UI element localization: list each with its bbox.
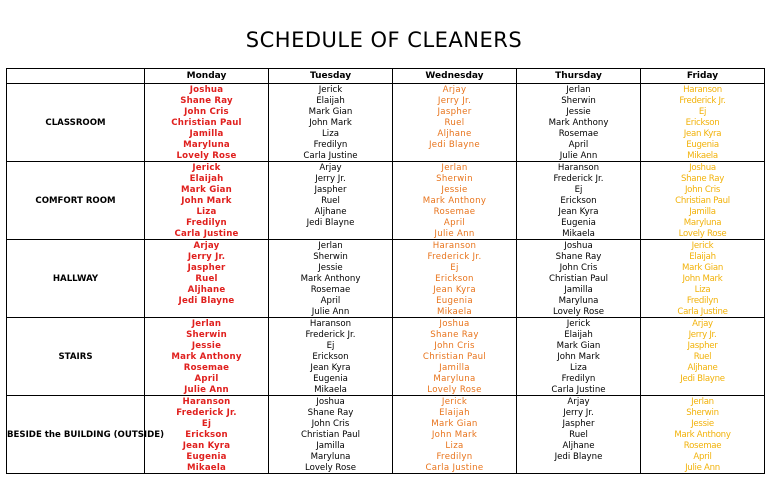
schedule-body — [7, 84, 765, 474]
cell-monday: Aljhane — [145, 284, 269, 295]
cell-thursday: John Cris — [517, 262, 641, 273]
cell-monday: Julie Ann — [145, 384, 269, 396]
cell-friday: John Cris — [641, 184, 765, 195]
cell-monday: Jamilla — [145, 128, 269, 139]
cell-thursday: Maryluna — [517, 295, 641, 306]
cell-monday: Jedi Blayne — [145, 295, 269, 306]
area-label: STAIRS — [7, 318, 145, 396]
cell-wednesday: Christian Paul — [393, 351, 517, 362]
cell-wednesday: John Cris — [393, 340, 517, 351]
cell-thursday: Jamilla — [517, 284, 641, 295]
cell-wednesday: Ruel — [393, 117, 517, 128]
cell-monday: Sherwin — [145, 329, 269, 340]
cell-friday: Jerlan — [641, 396, 765, 408]
cell-wednesday: Elaijah — [393, 407, 517, 418]
cell-thursday: Frederick Jr. — [517, 173, 641, 184]
cell-thursday: Rosemae — [517, 128, 641, 139]
cell-tuesday: Joshua — [269, 396, 393, 408]
table-row — [7, 240, 765, 252]
cell-tuesday: Haranson — [269, 318, 393, 330]
cell-thursday: Julie Ann — [517, 150, 641, 162]
header-friday: Friday — [641, 69, 765, 84]
cell-thursday: Lovely Rose — [517, 306, 641, 318]
cell-thursday: Jean Kyra — [517, 206, 641, 217]
cell-wednesday: Jerry Jr. — [393, 95, 517, 106]
cell-friday: Maryluna — [641, 217, 765, 228]
cell-friday: Jean Kyra — [641, 128, 765, 139]
cell-friday: Haranson — [641, 84, 765, 96]
cell-friday: Jedi Blayne — [641, 373, 765, 384]
cell-monday: Jaspher — [145, 262, 269, 273]
cell-thursday: Jerick — [517, 318, 641, 330]
cell-friday: Joshua — [641, 162, 765, 174]
cell-monday: Frederick Jr. — [145, 407, 269, 418]
cell-tuesday: Frederick Jr. — [269, 329, 393, 340]
cell-wednesday: Jedi Blayne — [393, 139, 517, 150]
cell-thursday: Sherwin — [517, 95, 641, 106]
cell-tuesday: Carla Justine — [269, 150, 393, 162]
cell-tuesday: Maryluna — [269, 451, 393, 462]
table-row — [7, 396, 765, 408]
cell-wednesday: Liza — [393, 440, 517, 451]
cell-wednesday: Jaspher — [393, 106, 517, 117]
cell-tuesday: Ruel — [269, 195, 393, 206]
cell-monday: Shane Ray — [145, 95, 269, 106]
cell-thursday: Fredilyn — [517, 373, 641, 384]
cell-monday: Jessie — [145, 340, 269, 351]
header-wednesday: Wednesday — [393, 69, 517, 84]
cell-friday: Liza — [641, 284, 765, 295]
cell-wednesday: Arjay — [393, 84, 517, 96]
cell-tuesday: Erickson — [269, 351, 393, 362]
cell-thursday: Jessie — [517, 106, 641, 117]
cell-wednesday: April — [393, 217, 517, 228]
cell-tuesday: Aljhane — [269, 206, 393, 217]
cell-wednesday: Shane Ray — [393, 329, 517, 340]
cell-tuesday: Christian Paul — [269, 429, 393, 440]
cell-thursday: Christian Paul — [517, 273, 641, 284]
cell-thursday: Shane Ray — [517, 251, 641, 262]
cell-tuesday: April — [269, 295, 393, 306]
cell-tuesday: Jerick — [269, 84, 393, 96]
cell-monday: John Mark — [145, 195, 269, 206]
cell-friday: Elaijah — [641, 251, 765, 262]
cell-wednesday: Aljhane — [393, 128, 517, 139]
cell-monday: Mark Anthony — [145, 351, 269, 362]
cell-thursday: Mark Anthony — [517, 117, 641, 128]
cell-monday: Christian Paul — [145, 117, 269, 128]
cell-monday: Mikaela — [145, 462, 269, 474]
cell-wednesday: Maryluna — [393, 373, 517, 384]
cell-thursday: Erickson — [517, 195, 641, 206]
cell-monday — [145, 306, 269, 318]
cell-friday: Lovely Rose — [641, 228, 765, 240]
cell-friday: Ej — [641, 106, 765, 117]
cell-wednesday: Jessie — [393, 184, 517, 195]
cell-thursday: Jerlan — [517, 84, 641, 96]
cell-tuesday — [269, 228, 393, 240]
cell-monday: Rosemae — [145, 362, 269, 373]
cell-monday: Carla Justine — [145, 228, 269, 240]
cell-thursday: Jerry Jr. — [517, 407, 641, 418]
cell-friday: Jerry Jr. — [641, 329, 765, 340]
cell-wednesday: Carla Justine — [393, 462, 517, 474]
table-row — [7, 318, 765, 330]
cell-monday: April — [145, 373, 269, 384]
cell-thursday: April — [517, 139, 641, 150]
cell-monday: Ruel — [145, 273, 269, 284]
cell-tuesday: Shane Ray — [269, 407, 393, 418]
cell-monday: Liza — [145, 206, 269, 217]
header-row — [7, 69, 765, 84]
cell-wednesday: Jerick — [393, 396, 517, 408]
cell-tuesday: Mikaela — [269, 384, 393, 396]
header-tuesday: Tuesday — [269, 69, 393, 84]
cell-monday: Elaijah — [145, 173, 269, 184]
cell-tuesday: Jerry Jr. — [269, 173, 393, 184]
cell-wednesday: Mark Gian — [393, 418, 517, 429]
schedule-table — [6, 68, 765, 474]
cell-friday: April — [641, 451, 765, 462]
cell-tuesday: Jamilla — [269, 440, 393, 451]
cell-thursday: Jedi Blayne — [517, 451, 641, 462]
table-row — [7, 162, 765, 174]
cell-monday: Fredilyn — [145, 217, 269, 228]
cell-thursday: Haranson — [517, 162, 641, 174]
cell-friday: Christian Paul — [641, 195, 765, 206]
cell-friday: Aljhane — [641, 362, 765, 373]
cell-thursday: Mark Gian — [517, 340, 641, 351]
cell-monday: Jean Kyra — [145, 440, 269, 451]
cell-friday — [641, 384, 765, 396]
cell-tuesday: Arjay — [269, 162, 393, 174]
cell-tuesday: Sherwin — [269, 251, 393, 262]
area-label: BESIDE the BUILDING (OUTSIDE) — [7, 396, 145, 474]
cell-tuesday: Jedi Blayne — [269, 217, 393, 228]
cell-monday: Eugenia — [145, 451, 269, 462]
cell-wednesday: Julie Ann — [393, 228, 517, 240]
cell-wednesday: Frederick Jr. — [393, 251, 517, 262]
header-monday: Monday — [145, 69, 269, 84]
cell-friday: Ruel — [641, 351, 765, 362]
cell-thursday: Mikaela — [517, 228, 641, 240]
cell-wednesday: Fredilyn — [393, 451, 517, 462]
cell-monday: Jerry Jr. — [145, 251, 269, 262]
cell-wednesday: Mark Anthony — [393, 195, 517, 206]
cell-monday: John Cris — [145, 106, 269, 117]
cell-wednesday: Jamilla — [393, 362, 517, 373]
cell-tuesday: John Mark — [269, 117, 393, 128]
cell-tuesday: Jerlan — [269, 240, 393, 252]
cell-wednesday: Rosemae — [393, 206, 517, 217]
cell-monday: Lovely Rose — [145, 150, 269, 162]
cell-tuesday: Fredilyn — [269, 139, 393, 150]
cell-friday: Julie Ann — [641, 462, 765, 474]
cell-friday: Mark Anthony — [641, 429, 765, 440]
cell-tuesday: John Cris — [269, 418, 393, 429]
cell-wednesday: Jean Kyra — [393, 284, 517, 295]
header-corner — [7, 69, 145, 84]
cell-monday: Jerick — [145, 162, 269, 174]
cell-wednesday: Joshua — [393, 318, 517, 330]
cell-thursday: Joshua — [517, 240, 641, 252]
cell-friday: Carla Justine — [641, 306, 765, 318]
cell-tuesday: Jean Kyra — [269, 362, 393, 373]
cell-thursday: Aljhane — [517, 440, 641, 451]
cell-tuesday: Ej — [269, 340, 393, 351]
cell-thursday: Ruel — [517, 429, 641, 440]
cell-monday: Jerlan — [145, 318, 269, 330]
cell-thursday: Jaspher — [517, 418, 641, 429]
cell-wednesday: Eugenia — [393, 295, 517, 306]
page-title: SCHEDULE OF CLEANERS — [245, 28, 523, 52]
cell-tuesday: Mark Gian — [269, 106, 393, 117]
cell-tuesday: Jessie — [269, 262, 393, 273]
cell-monday: Erickson — [145, 429, 269, 440]
cell-monday: Haranson — [145, 396, 269, 408]
cell-wednesday: Haranson — [393, 240, 517, 252]
cell-wednesday: Lovely Rose — [393, 384, 517, 396]
cell-wednesday — [393, 150, 517, 162]
cell-wednesday: John Mark — [393, 429, 517, 440]
cell-friday: Shane Ray — [641, 173, 765, 184]
cell-thursday: Ej — [517, 184, 641, 195]
cell-friday: Mikaela — [641, 150, 765, 162]
cell-tuesday: Julie Ann — [269, 306, 393, 318]
cell-friday: Eugenia — [641, 139, 765, 150]
cell-friday: Jessie — [641, 418, 765, 429]
cell-friday: Rosemae — [641, 440, 765, 451]
cell-thursday — [517, 462, 641, 474]
cell-friday: Frederick Jr. — [641, 95, 765, 106]
cell-friday: Erickson — [641, 117, 765, 128]
cell-friday: Jerick — [641, 240, 765, 252]
cell-tuesday: Mark Anthony — [269, 273, 393, 284]
cell-monday: Arjay — [145, 240, 269, 252]
cell-tuesday: Rosemae — [269, 284, 393, 295]
area-label: HALLWAY — [7, 240, 145, 318]
cell-tuesday: Lovely Rose — [269, 462, 393, 474]
cell-thursday: Elaijah — [517, 329, 641, 340]
cell-thursday: John Mark — [517, 351, 641, 362]
cell-monday: Ej — [145, 418, 269, 429]
cell-wednesday: Ej — [393, 262, 517, 273]
area-label: CLASSROOM — [7, 84, 145, 162]
area-label: COMFORT ROOM — [7, 162, 145, 240]
cell-wednesday: Erickson — [393, 273, 517, 284]
cell-friday: Jaspher — [641, 340, 765, 351]
cell-friday: Fredilyn — [641, 295, 765, 306]
cell-monday: Joshua — [145, 84, 269, 96]
cell-friday: Sherwin — [641, 407, 765, 418]
cell-wednesday: Mikaela — [393, 306, 517, 318]
cell-thursday: Arjay — [517, 396, 641, 408]
cell-monday: Maryluna — [145, 139, 269, 150]
cell-friday: John Mark — [641, 273, 765, 284]
cell-tuesday: Liza — [269, 128, 393, 139]
cell-thursday: Carla Justine — [517, 384, 641, 396]
cell-thursday: Liza — [517, 362, 641, 373]
cell-wednesday: Jerlan — [393, 162, 517, 174]
cell-thursday: Eugenia — [517, 217, 641, 228]
header-thursday: Thursday — [517, 69, 641, 84]
table-row — [7, 84, 765, 96]
cell-friday: Jamilla — [641, 206, 765, 217]
cell-tuesday: Elaijah — [269, 95, 393, 106]
cell-wednesday: Sherwin — [393, 173, 517, 184]
cell-monday: Mark Gian — [145, 184, 269, 195]
cell-friday: Mark Gian — [641, 262, 765, 273]
cell-tuesday: Jaspher — [269, 184, 393, 195]
cell-tuesday: Eugenia — [269, 373, 393, 384]
cell-friday: Arjay — [641, 318, 765, 330]
